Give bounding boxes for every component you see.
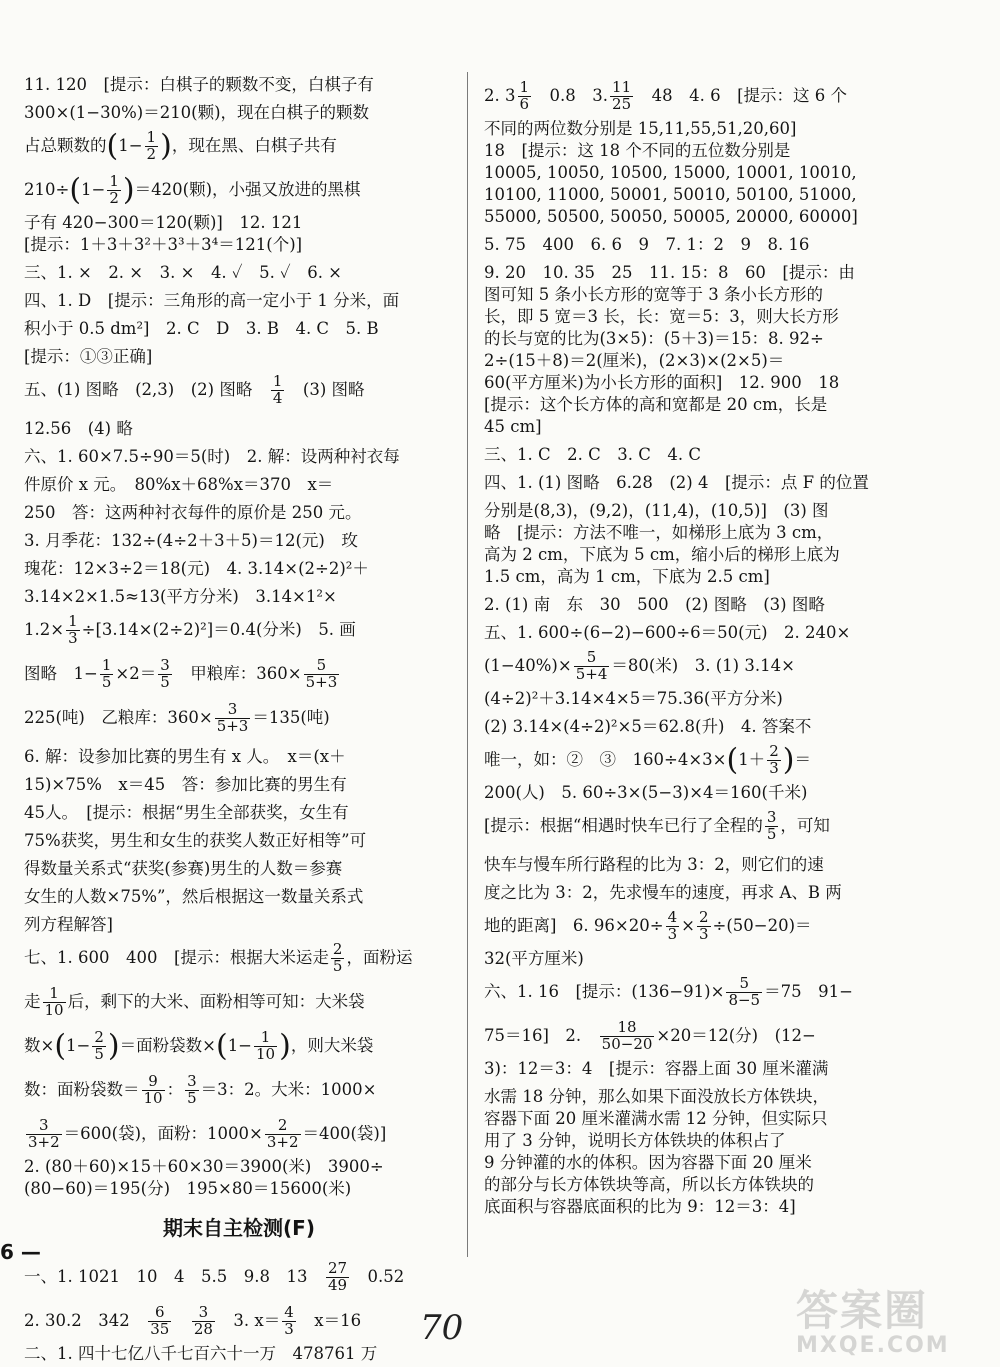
- answer-line: 得数量关系式“获奖(参赛)男生的人数＝参赛: [24, 859, 343, 878]
- answer-line: 32(平方厘米): [484, 949, 584, 968]
- fraction: $\frac{1}{3}$: [68, 612, 78, 647]
- fraction: $\frac{2}{3+2}$: [266, 1116, 299, 1151]
- answer-line: $\frac{3}{3+2}$ ＝600(袋)，面粉：1000× $\frac{2}{3+2}$ ＝400(袋)]: [28, 1116, 387, 1151]
- fraction: $\frac{3}{5+3}$: [216, 700, 249, 735]
- answer-line: 唯一，如：② ③ 160÷4×3×(1＋ $\frac{2}{3}$ )＝: [484, 742, 811, 778]
- fraction: $\frac{18}{50-20}$: [601, 1018, 653, 1053]
- answer-line: 积小于 0.5 dm²] 2. C D 3. B 4. C 5. B: [24, 319, 379, 338]
- answer-line: 75%获奖，男生和女生的获奖人数正好相等”可: [24, 831, 367, 850]
- answer-line: 图可知 5 条小长方形的宽等于 3 条小长方形的: [484, 285, 823, 304]
- answer-line: (80−60)＝195(分) 195×80＝15600(米): [24, 1179, 352, 1198]
- answer-line: 2. 30.2 342 $\frac{6}{35}$ $\frac{3}{28}$ 3. x＝ $\frac{4}{3}$ x＝16: [24, 1303, 362, 1338]
- answer-line: 不同的两位数分别是 15,11,55,51,20,60]: [484, 119, 797, 138]
- fraction: $\frac{9}{10}$: [143, 1072, 163, 1107]
- answer-line: 略 [提示：方法不唯一，如梯形上底为 3 cm，: [484, 523, 834, 542]
- fraction: $\frac{2}{5}$: [332, 940, 343, 975]
- fraction: $\frac{4}{3}$: [667, 908, 678, 943]
- answer-line: 图略 1− $\frac{1}{5}$ ×2＝ $\frac{3}{5}$ 甲粮库：360× $\frac{5}{5+3}$: [24, 656, 338, 691]
- answer-line: 1.5 cm，高为 1 cm，下底为 2.5 cm]: [484, 567, 770, 586]
- answer-line: 的长与宽的比为(3×5)：(5＋3)＝15：8. 92÷: [484, 329, 824, 348]
- answer-line: 45人。 [提示：根据“男生全部获奖，女生有: [24, 803, 349, 822]
- fraction: $\frac{3}{5}$: [766, 808, 777, 843]
- answer-line: [提示：这个长方体的高和宽都是 20 cm，长是: [484, 395, 828, 414]
- fraction: $\frac{3}{5}$: [187, 1072, 197, 1107]
- answer-line: 的部分与长方体铁块等高，所以长方体铁块的: [484, 1175, 814, 1194]
- answer-line: 走 $\frac{1}{10}$ 后，剩下的大米、面粉相等可知：大米袋: [24, 984, 365, 1019]
- answer-line: 二、1. 四十七亿八千七百六十一万 478761 万: [24, 1344, 378, 1363]
- fraction: $\frac{3}{3+2}$: [28, 1116, 60, 1151]
- answer-line: 225(吨) 乙粮库：360× $\frac{3}{5+3}$ ＝135(吨): [24, 700, 330, 735]
- section-heading: 期末自主检测(F): [163, 1216, 315, 1240]
- fraction: $\frac{11}{25}$: [612, 78, 632, 113]
- fraction: $\frac{2}{5}$: [94, 1028, 104, 1063]
- section-3-answers: 三、1. C 2. C 3. C 4. C: [484, 445, 701, 464]
- fraction: $\frac{6}{35}$: [150, 1303, 170, 1338]
- answer-line: 3. 月季花：132÷(4÷2＋3＋5)＝12(元) 玫: [24, 531, 358, 550]
- answer-line: 地的距离] 6. 96×20÷ $\frac{4}{3}$ × $\frac{2}{3}$ ÷(50−20)＝: [484, 908, 812, 943]
- answer-line: 9 分钟灌的水的体积。因为容器下面 20 厘米: [484, 1153, 812, 1172]
- answer-line: 18 [提示：这 18 个不同的五位数分别是: [484, 141, 791, 160]
- fraction: $\frac{1}{10}$: [44, 984, 64, 1019]
- answer-line: 3)：12＝3：4 [提示：容器上面 30 厘米灌满: [484, 1059, 829, 1078]
- section-3-answers: 三、1. × 2. × 3. × 4. ✓ 5. ✓ 6. ×: [24, 263, 343, 282]
- answer-line: 高为 2 cm，下底为 5 cm，缩小后的梯形上底为: [484, 545, 840, 564]
- section-5-answers: 五、(1) 图略 (2,3) (2) 图略 $\frac{1}{4}$ (3) 图略: [24, 372, 365, 407]
- fraction: $\frac{1}{6}$: [519, 78, 530, 113]
- answer-line: (4÷2)²＋3.14×4×5＝75.36(平方分米): [484, 689, 783, 708]
- answer-line: 数×(1− $\frac{2}{5}$ )＝面粉袋数×(1− $\frac{1}{10}$ )，则大米袋: [24, 1028, 374, 1064]
- answer-line: 子有 420−300＝120(颗)] 12. 121: [24, 213, 303, 232]
- answer-line: 件原价 x 元。 80%x＋68%x＝370 x＝: [24, 475, 334, 494]
- answer-line: 9. 20 10. 35 25 11. 15：8 60 [提示：由: [484, 263, 855, 282]
- fraction: $\frac{5}{5+4}$: [575, 648, 608, 683]
- answer-line: 底面积与容器底面积的比为 9：12＝3：4]: [484, 1197, 796, 1216]
- answer-line: 容器下面 20 厘米灌满水需 12 分钟，但实际只: [484, 1109, 828, 1128]
- answer-line: 2. 3 $\frac{1}{6}$ 0.8 3. $\frac{11}{25}$ 48 4. 6 [提示：这 6 个: [484, 78, 848, 113]
- watermark-logo: 答案圈 MXQE.COM: [796, 1286, 950, 1358]
- answer-line: 45 cm]: [484, 417, 542, 436]
- fraction: $\frac{1}{2}$: [109, 172, 119, 207]
- fraction: $\frac{2}{3}$: [698, 908, 709, 943]
- answer-line: 210÷(1− $\frac{1}{2}$ )＝420(颗)，小强又放进的黑棋: [24, 172, 361, 208]
- answer-line: 10005, 10050, 10500, 15000, 10001, 10010,: [484, 163, 857, 182]
- answer-line: 快车与慢车所行路程的比为 3：2，则它们的速: [484, 855, 824, 874]
- answer-line: (2) 3.14×(4÷2)²×5＝62.8(升) 4. 答案不: [484, 717, 812, 736]
- answer-line: 长，即 5 宽＝3 长，长：宽＝5：3，则大长方形: [484, 307, 839, 326]
- answer-line: 5. 75 400 6. 6 9 7. 1：2 9 8. 16: [484, 235, 810, 254]
- fraction: $\frac{3}{28}$: [193, 1303, 213, 1338]
- answer-line: 3.14×2×1.5≈13(平方分米) 3.14×1²×: [24, 587, 337, 606]
- answer-line: 2. (80＋60)×15＋60×30＝3900(米) 3900÷: [24, 1157, 384, 1176]
- answer-line: 一、1. 1021 10 4 5.5 9.8 13 $\frac{27}{49}$ 0.52: [24, 1259, 405, 1294]
- section-6-answers: 六、1. 16 [提示：(136−91)× $\frac{5}{8-5}$ ＝75 91−: [484, 974, 853, 1009]
- answer-line: 250 答：这两种衬衣每件的原价是 250 元。: [24, 503, 362, 522]
- answer-line: 水需 18 分钟，那么如果下面没放长方体铁块，: [484, 1087, 829, 1106]
- section-5-answers: 五、1. 600÷(6−2)−600÷6＝50(元) 2. 240×: [484, 623, 851, 642]
- fraction: $\frac{3}{5}$: [160, 656, 170, 691]
- answer-line: 200(人) 5. 60÷3×(5−3)×4＝160(千米): [484, 783, 808, 802]
- page-number: 6 —: [0, 1240, 41, 1264]
- answer-line: 60(平方厘米)为小长方形的面积] 12. 900 18: [484, 373, 840, 392]
- answer-line: 女生的人数×75%”，然后根据这一数量关系式: [24, 887, 364, 906]
- answer-line: 10100, 11000, 50001, 50010, 50100, 51000,: [484, 185, 857, 204]
- fraction: $\frac{4}{3}$: [284, 1303, 294, 1338]
- fraction: $\frac{1}{5}$: [101, 656, 112, 691]
- fraction: $\frac{5}{8-5}$: [728, 974, 761, 1009]
- answer-line: 12.56 (4) 略: [24, 419, 133, 438]
- left-column: [24, 74, 454, 1365]
- answer-line: 6. 解：设参加比赛的男生有 x 人。 x＝(x＋: [24, 747, 346, 766]
- answer-line: 2÷(15＋8)＝2(厘米)，(2×3)×(2×5)＝: [484, 351, 785, 370]
- answer-line: 300×(1−30%)＝210(颗)，现在白棋子的颗数: [24, 103, 370, 122]
- handwritten-mark: 70: [420, 1308, 464, 1348]
- answer-line: 列方程解答]: [24, 915, 113, 934]
- answer-line: [提示：根据“相遇时快车已行了全程的 $\frac{3}{5}$ ，可知: [484, 808, 830, 843]
- answer-line: 15)×75% x＝45 答：参加比赛的男生有: [24, 775, 347, 794]
- answer-line: [提示：①③正确]: [24, 347, 153, 366]
- fraction: $\frac{27}{49}$: [327, 1259, 348, 1294]
- right-column: [484, 74, 966, 1218]
- answer-line: 度之比为 3：2，先求慢车的速度，再求 A、B 两: [484, 883, 842, 902]
- answer-line: 1.2× $\frac{1}{3}$ ÷[3.14×(2÷2)²]＝0.4(分米) 5. 画: [24, 612, 356, 647]
- answer-line: 瑰花：12×3÷2＝18(元) 4. 3.14×(2÷2)²＋: [24, 559, 369, 578]
- answer-line: 75＝16] 2. $\frac{18}{50-20}$ ×20＝12(分) (12−: [484, 1018, 816, 1053]
- answer-line: [提示：1＋3＋3²＋3³＋3⁴＝121(个)]: [24, 235, 303, 254]
- answer-line: 用了 3 分钟，说明长方体铁块的体积占了: [484, 1131, 786, 1150]
- answer-line: 占总颗数的(1− $\frac{1}{2}$ )，现在黑、白棋子共有: [24, 128, 337, 164]
- answer-line: (1−40%)× $\frac{5}{5+4}$ ＝80(米) 3. (1) 3.14×: [484, 648, 795, 683]
- section-4-answers: 四、1. (1) 图略 6.28 (2) 4 [提示：点 F 的位置: [484, 473, 869, 492]
- section-4-answers: 四、1. D [提示：三角形的高一定小于 1 分米，面: [24, 291, 400, 310]
- section-7-answers: 七、1. 600 400 [提示：根据大米运走 $\frac{2}{5}$ ，面粉运: [24, 940, 413, 975]
- answer-line: 55000, 50500, 50050, 50005, 20000, 60000]: [484, 207, 858, 226]
- section-6-answers: 六、1. 60×7.5÷90＝5(时) 2. 解：设两种衬衣每: [24, 447, 400, 466]
- fraction: $\frac{5}{5+3}$: [305, 656, 338, 691]
- answer-line: 11. 120 [提示：白棋子的颗数不变，白棋子有: [24, 75, 374, 94]
- fraction: $\frac{1}{2}$: [146, 128, 157, 163]
- answer-line: 2. (1) 南 东 30 500 (2) 图略 (3) 图略: [484, 595, 825, 614]
- column-divider: [467, 72, 468, 1257]
- fraction: $\frac{1}{4}$: [272, 372, 283, 407]
- fraction: $\frac{1}{10}$: [256, 1028, 276, 1063]
- fraction: $\frac{2}{3}$: [769, 742, 779, 777]
- answer-line: 分别是(8,3)，(9,2)，(11,4)，(10,5)] (3) 图: [484, 501, 829, 520]
- answer-line: 数：面粉袋数＝ $\frac{9}{10}$ ： $\frac{3}{5}$ ＝3：2。大米：1000×: [24, 1072, 377, 1107]
